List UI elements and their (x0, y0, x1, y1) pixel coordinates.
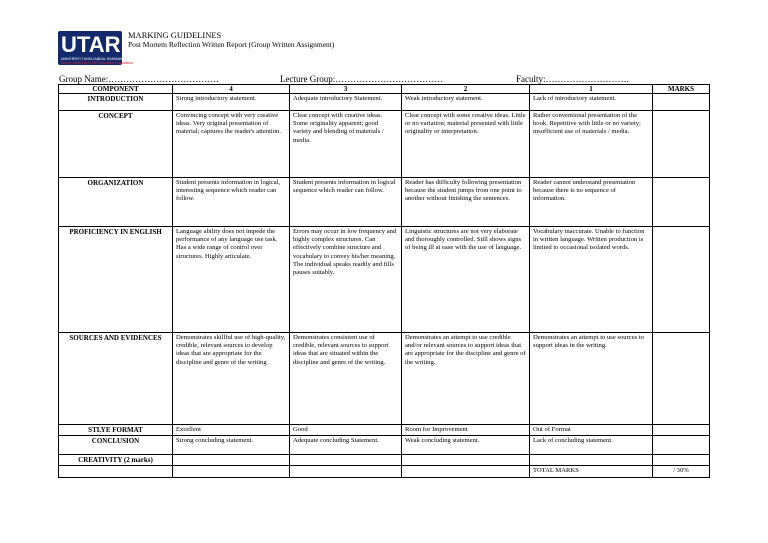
header-score-1: 1 (530, 85, 653, 94)
criteria-cell: Reader has difficulty following presentation because the student jumps from one point to another without finishing the sentences. (402, 178, 530, 227)
criteria-cell: Rather conventional presentation of the book. Repetitive with little or no variety; insufficient use of materials / media. (530, 111, 653, 178)
criteria-cell (402, 455, 530, 466)
criteria-cell: Demonstrates an attempt to use credible and/or relevant sources to support ideas that are appropriate for the discipline and genre of the writing. (402, 333, 530, 425)
marks-cell[interactable] (653, 455, 710, 466)
marks-cell[interactable] (653, 333, 710, 425)
criteria-cell: Student presents information in logical sequence which reader can follow. (290, 178, 402, 227)
criteria-cell: Errors may occur in low frequency and highly complex structures. Can effectively combine structure and vocabulary to convey his/her meaning. The individual speaks readily and fills pauses suitably. (290, 227, 402, 333)
criteria-cell: Convincing concept with very creative ideas. Very original presentation of material; captures the reader's attention. (173, 111, 290, 178)
component-label: INTRODUCTION (59, 94, 173, 111)
criteria-cell: Demonstrates skillful use of high-quality, credible, relevant sources to develop ideas that are appropriate for the discipline and genre of the writing (173, 333, 290, 425)
table-row (59, 425, 710, 436)
table-row (59, 178, 710, 227)
criteria-cell: Room for Improvement (402, 425, 530, 436)
faculty-field: Faculty:………………………. (516, 74, 629, 84)
utar-logo (58, 31, 133, 65)
criteria-cell: Weak introductory statement. (402, 94, 530, 111)
lecture-group-field: Lecture Group:……………………………… (280, 74, 444, 84)
marks-cell[interactable] (653, 94, 710, 111)
criteria-cell (173, 455, 290, 466)
criteria-cell: Lack of introductory statement. (530, 94, 653, 111)
criteria-cell: Vocabulary inaccurate. Unable to function in written language. Written production is limited to occasional isolated words. (530, 227, 653, 333)
empty-cell (59, 466, 173, 477)
marks-cell[interactable] (653, 436, 710, 455)
marking-rubric-table (58, 84, 710, 478)
criteria-cell: Student presents information in logical, interesting sequence which reader can follow. (173, 178, 290, 227)
table-row (59, 227, 710, 333)
criteria-cell: Reader cannot understand presentation because there is no sequence of information. (530, 178, 653, 227)
total-row (59, 466, 710, 477)
total-marks-value[interactable]: / 30% (653, 466, 710, 477)
criteria-cell: Adequate concluding Statement. (290, 436, 402, 455)
header-component: COMPONENT (59, 85, 173, 94)
table-row (59, 94, 710, 111)
header-score-2: 2 (402, 85, 530, 94)
table-row (59, 111, 710, 178)
table-row (59, 333, 710, 425)
logo-text: UTAR (61, 32, 121, 57)
criteria-cell (290, 455, 402, 466)
criteria-cell: Lack of concluding statement. (530, 436, 653, 455)
criteria-cell: Good (290, 425, 402, 436)
marks-cell[interactable] (653, 111, 710, 178)
logo-subtitle: UNIVERSITI TUNKU ABDUL RAHMAN (61, 57, 123, 61)
component-label: STLYE FORMAT (59, 425, 173, 436)
criteria-cell: Demonstrates consistent use of credible, relevant sources to support ideas that are situated within the discipline and genre of the writing. (290, 333, 402, 425)
criteria-cell: Excellent (173, 425, 290, 436)
criteria-cell (530, 455, 653, 466)
criteria-cell: Strong concluding statement. (173, 436, 290, 455)
document-subtitle: Post Mortem Reflection Written Report (Group Written Assignment) (128, 40, 335, 49)
header-score-4: 4 (173, 85, 290, 94)
criteria-cell: Weak concluding statement. (402, 436, 530, 455)
marks-cell[interactable] (653, 227, 710, 333)
document-title: MARKING GUIDELINES (128, 30, 222, 40)
table-header-row (59, 85, 710, 94)
criteria-cell: Strong introductory statement. (173, 94, 290, 111)
table-row (59, 455, 710, 466)
empty-cell (290, 466, 402, 477)
empty-cell (173, 466, 290, 477)
component-label: ORGANIZATION (59, 178, 173, 227)
criteria-cell: Clear concept with creative ideas. Some originality apparent; good variety and blending of materials / media. (290, 111, 402, 178)
component-label: CONCEPT (59, 111, 173, 178)
component-label: CONCLUSION (59, 436, 173, 455)
empty-cell (402, 466, 530, 477)
group-name-field: Group Name:………………………………. (59, 74, 219, 84)
header-marks: MARKS (653, 85, 710, 94)
criteria-cell: Out of Format (530, 425, 653, 436)
total-marks-label: TOTAL MARKS (530, 466, 653, 477)
criteria-cell: Linguistic structures are not very elaborate and thoroughly controlled. Still shows signs of being ill at ease with the use of language. (402, 227, 530, 333)
component-label: CREATIVITY (2 marks) (59, 455, 173, 466)
criteria-cell: Demonstrates an attempt to use sources to support ideas in the writing. (530, 333, 653, 425)
criteria-cell: Language ability does not impede the performance of any language use task. Has a wide range of control over structures. Highly articulate. (173, 227, 290, 333)
marks-cell[interactable] (653, 425, 710, 436)
marks-cell[interactable] (653, 178, 710, 227)
component-label: SOURCES AND EVIDENCES (59, 333, 173, 425)
component-label: PROFICIENCY IN ENGLISH (59, 227, 173, 333)
logo-tagline: Wholly owned by UTAR Education Foundation (61, 61, 133, 65)
header-score-3: 3 (290, 85, 402, 94)
criteria-cell: Clear concept with some creative ideas. Little or no variation; material presented with little originality or interpretation. (402, 111, 530, 178)
table-row (59, 436, 710, 455)
criteria-cell: Adequate introductory Statement. (290, 94, 402, 111)
